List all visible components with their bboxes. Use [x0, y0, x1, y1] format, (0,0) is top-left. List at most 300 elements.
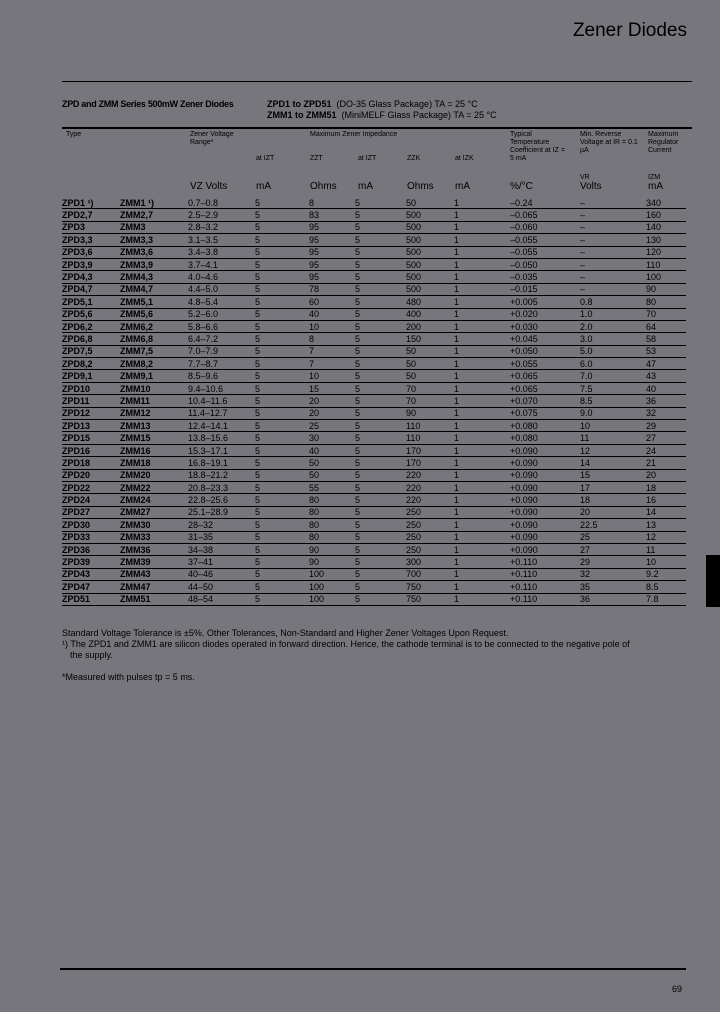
cell-tc: +0.050	[510, 345, 580, 357]
cell-vr: 7.5	[580, 382, 646, 394]
table-row	[62, 308, 686, 320]
cell-vr: 27	[580, 543, 646, 555]
cell-vr: 20	[580, 506, 646, 518]
cell-izk: 1	[454, 246, 510, 258]
cell-t1: ZPD3,6	[62, 246, 120, 258]
cell-izt2: 5	[355, 320, 406, 332]
table-row	[62, 531, 686, 543]
cell-zzk: 50	[406, 345, 454, 357]
cell-izt2: 5	[355, 568, 406, 580]
cell-t1: ZPD43	[62, 568, 120, 580]
cell-izt: 5	[255, 209, 309, 221]
cell-zzt: 80	[309, 494, 355, 506]
cell-izk: 1	[454, 320, 510, 332]
cell-t2: ZMM43	[120, 568, 188, 580]
table-row	[62, 581, 686, 593]
cell-tc: +0.090	[510, 457, 580, 469]
cell-vr: –	[580, 271, 646, 283]
cell-zzk: 500	[406, 246, 454, 258]
cell-vz: 5.8–6.6	[188, 320, 255, 332]
cell-izt: 5	[255, 519, 309, 531]
cell-zzk: 500	[406, 283, 454, 295]
cell-tc: +0.020	[510, 308, 580, 320]
cell-t2: ZMM3	[120, 221, 188, 233]
bottom-divider	[60, 968, 686, 970]
cell-izt2: 5	[355, 283, 406, 295]
cell-vr: 6.0	[580, 358, 646, 370]
cell-izt2: 5	[355, 197, 406, 209]
zmm-package: (MiniMELF Glass Package) TA = 25 °C	[341, 110, 497, 120]
cell-vr: 8.5	[580, 395, 646, 407]
series-heading	[62, 99, 497, 120]
cell-izm: 18	[646, 481, 686, 493]
cell-vz: 37–41	[188, 556, 255, 568]
cell-izt2: 5	[355, 296, 406, 308]
cell-t1: ZPD30	[62, 519, 120, 531]
cell-vz: 0.7–0.8	[188, 197, 255, 209]
table-row	[62, 506, 686, 518]
cell-t2: ZMM8,2	[120, 358, 188, 370]
cell-zzt: 10	[309, 370, 355, 382]
cell-vz: 3.7–4.1	[188, 258, 255, 270]
cell-t2: ZMM20	[120, 469, 188, 481]
cell-izm: 10	[646, 556, 686, 568]
cell-vz: 7.7–8.7	[188, 358, 255, 370]
cell-izt: 5	[255, 308, 309, 320]
cell-izm: 40	[646, 382, 686, 394]
cell-izm: 110	[646, 258, 686, 270]
cell-izt2: 5	[355, 395, 406, 407]
cell-vr: –	[580, 258, 646, 270]
cell-zzt: 78	[309, 283, 355, 295]
cell-vr: 36	[580, 593, 646, 605]
cell-zzk: 150	[406, 333, 454, 345]
table-row	[62, 556, 686, 568]
cell-izk: 1	[454, 209, 510, 221]
cell-zzt: 40	[309, 308, 355, 320]
cell-vr: –	[580, 234, 646, 246]
table-row	[62, 420, 686, 432]
cell-zzk: 250	[406, 531, 454, 543]
cell-vr: –	[580, 209, 646, 221]
cell-t2: ZMM4,3	[120, 271, 188, 283]
table-row	[62, 258, 686, 270]
cell-izt2: 5	[355, 382, 406, 394]
cell-zzk: 200	[406, 320, 454, 332]
cell-izt: 5	[255, 221, 309, 233]
cell-zzk: 170	[406, 457, 454, 469]
cell-t2: ZMM13	[120, 420, 188, 432]
cell-izk: 1	[454, 296, 510, 308]
cell-zzk: 500	[406, 209, 454, 221]
cell-izt2: 5	[355, 221, 406, 233]
cell-tc: –0.055	[510, 246, 580, 258]
cell-izt: 5	[255, 494, 309, 506]
cell-t2: ZMM9,1	[120, 370, 188, 382]
cell-vr: –	[580, 221, 646, 233]
cell-t1: ZPD6,2	[62, 320, 120, 332]
table-row	[62, 382, 686, 394]
cell-izt2: 5	[355, 358, 406, 370]
unit-zzk: Ohms	[407, 181, 434, 192]
unit-zzt: Ohms	[310, 181, 337, 192]
cell-tc: +0.090	[510, 543, 580, 555]
cell-izt: 5	[255, 370, 309, 382]
cell-izm: 8.5	[646, 581, 686, 593]
cell-zzt: 50	[309, 469, 355, 481]
cell-vz: 4.4–5.0	[188, 283, 255, 295]
cell-t2: ZMM6,2	[120, 320, 188, 332]
table-row	[62, 221, 686, 233]
cell-izt2: 5	[355, 444, 406, 456]
cell-tc: –0.050	[510, 258, 580, 270]
cell-tc: +0.005	[510, 296, 580, 308]
table-row	[62, 246, 686, 258]
cell-vz: 40–46	[188, 568, 255, 580]
cell-izm: 80	[646, 296, 686, 308]
unit-izm-symbol: IZM	[648, 174, 661, 181]
cell-t2: ZMM33	[120, 531, 188, 543]
table-row	[62, 568, 686, 580]
cell-izt2: 5	[355, 556, 406, 568]
cell-izk: 1	[454, 444, 510, 456]
cell-izt2: 5	[355, 519, 406, 531]
cell-izm: 43	[646, 370, 686, 382]
cell-tc: +0.090	[510, 506, 580, 518]
col-at-izk: at IZK	[455, 155, 474, 162]
cell-t1: ZPD12	[62, 407, 120, 419]
cell-izt2: 5	[355, 258, 406, 270]
cell-vz: 12.4–14.1	[188, 420, 255, 432]
cell-t1: ZPD8,2	[62, 358, 120, 370]
cell-vz: 20.8–23.3	[188, 481, 255, 493]
cell-vr: 9.0	[580, 407, 646, 419]
cell-izk: 1	[454, 258, 510, 270]
cell-t2: ZMM5,1	[120, 296, 188, 308]
table-row	[62, 481, 686, 493]
cell-zzk: 400	[406, 308, 454, 320]
table-row	[62, 296, 686, 308]
cell-izt: 5	[255, 469, 309, 481]
cell-izm: 13	[646, 519, 686, 531]
cell-t2: ZMM18	[120, 457, 188, 469]
cell-tc: +0.075	[510, 407, 580, 419]
cell-izm: 27	[646, 432, 686, 444]
cell-izt: 5	[255, 395, 309, 407]
cell-izt: 5	[255, 333, 309, 345]
cell-izm: 47	[646, 358, 686, 370]
cell-t2: ZMM2,7	[120, 209, 188, 221]
cell-vz: 18.8–21.2	[188, 469, 255, 481]
cell-t1: ZPD27	[62, 506, 120, 518]
cell-izk: 1	[454, 494, 510, 506]
cell-t1: ZPD15	[62, 432, 120, 444]
table-row	[62, 494, 686, 506]
cell-izt: 5	[255, 320, 309, 332]
cell-izt2: 5	[355, 531, 406, 543]
cell-izt2: 5	[355, 543, 406, 555]
cell-izt2: 5	[355, 234, 406, 246]
cell-vz: 2.5–2.9	[188, 209, 255, 221]
cell-izt: 5	[255, 258, 309, 270]
cell-izm: 160	[646, 209, 686, 221]
cell-zzk: 700	[406, 568, 454, 580]
cell-zzt: 90	[309, 556, 355, 568]
zpd-package: (DO-35 Glass Package) TA = 25 °C	[336, 99, 478, 109]
cell-vz: 7.0–7.9	[188, 345, 255, 357]
cell-izk: 1	[454, 457, 510, 469]
cell-tc: +0.090	[510, 444, 580, 456]
table-row	[62, 469, 686, 481]
cell-tc: –0.060	[510, 221, 580, 233]
cell-izk: 1	[454, 370, 510, 382]
cell-izm: 24	[646, 444, 686, 456]
top-divider	[62, 81, 692, 82]
cell-izk: 1	[454, 506, 510, 518]
col-vz: Zener Voltage Range*	[190, 131, 234, 146]
cell-zzt: 80	[309, 531, 355, 543]
page-number: 69	[671, 984, 682, 994]
col-izm: Maximum Regulator Current	[648, 131, 679, 154]
cell-t2: ZMM6,8	[120, 333, 188, 345]
cell-izt2: 5	[355, 469, 406, 481]
cell-zzk: 300	[406, 556, 454, 568]
cell-zzt: 95	[309, 271, 355, 283]
cell-izt: 5	[255, 271, 309, 283]
cell-t1: ZPD33	[62, 531, 120, 543]
cell-zzk: 50	[406, 197, 454, 209]
cell-izm: 53	[646, 345, 686, 357]
cell-izt: 5	[255, 234, 309, 246]
cell-izk: 1	[454, 519, 510, 531]
cell-t2: ZMM22	[120, 481, 188, 493]
cell-izk: 1	[454, 234, 510, 246]
cell-t2: ZMM30	[120, 519, 188, 531]
table-row	[62, 432, 686, 444]
cell-zzt: 8	[309, 333, 355, 345]
zener-table	[62, 197, 686, 606]
cell-zzk: 250	[406, 543, 454, 555]
cell-izm: 36	[646, 395, 686, 407]
cell-izk: 1	[454, 283, 510, 295]
cell-t1: ZPD10	[62, 382, 120, 394]
col-tc: Typical Temperature Coefficient at IZ = 5 mA	[510, 131, 565, 162]
cell-izt2: 5	[355, 420, 406, 432]
cell-izt: 5	[255, 444, 309, 456]
cell-t1: ZPD1 ¹)	[62, 197, 120, 209]
cell-vr: 29	[580, 556, 646, 568]
cell-zzt: 55	[309, 481, 355, 493]
cell-izt2: 5	[355, 407, 406, 419]
cell-t1: ZPD16	[62, 444, 120, 456]
cell-izk: 1	[454, 432, 510, 444]
cell-izm: 21	[646, 457, 686, 469]
cell-izk: 1	[454, 345, 510, 357]
cell-tc: +0.110	[510, 556, 580, 568]
cell-t1: ZPD20	[62, 469, 120, 481]
cell-izk: 1	[454, 469, 510, 481]
cell-zzt: 95	[309, 258, 355, 270]
table-row	[62, 234, 686, 246]
cell-vr: 14	[580, 457, 646, 469]
cell-zzk: 70	[406, 395, 454, 407]
cell-t2: ZMM5,6	[120, 308, 188, 320]
cell-izm: 340	[646, 197, 686, 209]
cell-izk: 1	[454, 308, 510, 320]
cell-t1: ZPD3,9	[62, 258, 120, 270]
table-row	[62, 395, 686, 407]
cell-t2: ZMM3,9	[120, 258, 188, 270]
footnote-1: ¹) The ZPD1 and ZMM1 are silicon diodes operated in forward direction. Hence, the cathode terminal is to be connected to the negative pole of	[62, 639, 630, 649]
cell-izt2: 5	[355, 333, 406, 345]
cell-zzk: 750	[406, 581, 454, 593]
cell-vz: 48–54	[188, 593, 255, 605]
cell-zzk: 250	[406, 506, 454, 518]
cell-izt2: 5	[355, 246, 406, 258]
cell-izt: 5	[255, 543, 309, 555]
cell-tc: –0.055	[510, 234, 580, 246]
cell-t2: ZMM1 ¹)	[120, 197, 188, 209]
cell-vz: 31–35	[188, 531, 255, 543]
cell-t1: ZPD36	[62, 543, 120, 555]
cell-zzt: 95	[309, 246, 355, 258]
cell-zzt: 60	[309, 296, 355, 308]
cell-vz: 15.3–17.1	[188, 444, 255, 456]
cell-izt2: 5	[355, 506, 406, 518]
col-impedance: Maximum Zener Impedance	[310, 131, 398, 138]
cell-t2: ZMM27	[120, 506, 188, 518]
cell-t1: ZPD22	[62, 481, 120, 493]
cell-zzk: 250	[406, 519, 454, 531]
cell-zzt: 7	[309, 358, 355, 370]
cell-vr: 18	[580, 494, 646, 506]
col-at-izt: at IZT	[256, 155, 275, 162]
cell-t2: ZMM51	[120, 593, 188, 605]
cell-izt: 5	[255, 481, 309, 493]
cell-t1: ZPD2,7	[62, 209, 120, 221]
cell-vz: 25.1–28.9	[188, 506, 255, 518]
cell-vz: 28–32	[188, 519, 255, 531]
cell-t2: ZMM39	[120, 556, 188, 568]
cell-zzk: 500	[406, 221, 454, 233]
col-zzt: ZZT	[310, 155, 323, 162]
cell-tc: –0.24	[510, 197, 580, 209]
cell-izt: 5	[255, 531, 309, 543]
cell-izt: 5	[255, 506, 309, 518]
cell-izt: 5	[255, 457, 309, 469]
cell-vz: 13.8–15.6	[188, 432, 255, 444]
cell-vz: 8.5–9.6	[188, 370, 255, 382]
table-row	[62, 457, 686, 469]
cell-t1: ZPD4,3	[62, 271, 120, 283]
table-row	[62, 333, 686, 345]
cell-vr: –	[580, 283, 646, 295]
cell-t2: ZMM10	[120, 382, 188, 394]
cell-zzt: 80	[309, 506, 355, 518]
cell-zzk: 220	[406, 494, 454, 506]
cell-izt2: 5	[355, 494, 406, 506]
cell-vz: 11.4–12.7	[188, 407, 255, 419]
cell-vr: 10	[580, 420, 646, 432]
table-row	[62, 345, 686, 357]
cell-vr: 12	[580, 444, 646, 456]
table-row	[62, 358, 686, 370]
cell-tc: +0.090	[510, 494, 580, 506]
cell-zzt: 80	[309, 519, 355, 531]
cell-izt: 5	[255, 581, 309, 593]
cell-t1: ZPD5,1	[62, 296, 120, 308]
cell-zzk: 220	[406, 469, 454, 481]
cell-tc: –0.035	[510, 271, 580, 283]
cell-t2: ZMM3,6	[120, 246, 188, 258]
cell-vz: 4.0–4.6	[188, 271, 255, 283]
tolerance-note: Standard Voltage Tolerance is ±5%. Other Tolerances, Non-Standard and Higher Zener Voltages Upon Request.	[62, 628, 509, 638]
cell-izt: 5	[255, 407, 309, 419]
unit-izt: mA	[256, 181, 271, 192]
table-row	[62, 407, 686, 419]
unit-izk: mA	[455, 181, 470, 192]
table-row	[62, 593, 686, 605]
cell-vr: –	[580, 246, 646, 258]
cell-t1: ZPD3,3	[62, 234, 120, 246]
cell-izk: 1	[454, 581, 510, 593]
cell-izm: 9.2	[646, 568, 686, 580]
cell-vr: 15	[580, 469, 646, 481]
cell-izk: 1	[454, 333, 510, 345]
cell-vr: 35	[580, 581, 646, 593]
table-row	[62, 370, 686, 382]
footnote-1-cont: the supply.	[70, 650, 113, 660]
cell-zzk: 500	[406, 258, 454, 270]
cell-t2: ZMM4,7	[120, 283, 188, 295]
cell-t1: ZPD6,8	[62, 333, 120, 345]
cell-tc: +0.110	[510, 581, 580, 593]
cell-t1: ZPD51	[62, 593, 120, 605]
unit-izm: mA	[648, 181, 663, 192]
cell-vz: 9.4–10.6	[188, 382, 255, 394]
cell-izt2: 5	[355, 581, 406, 593]
cell-izm: 70	[646, 308, 686, 320]
cell-izm: 12	[646, 531, 686, 543]
cell-zzk: 110	[406, 420, 454, 432]
cell-izk: 1	[454, 271, 510, 283]
cell-vr: 32	[580, 568, 646, 580]
cell-t2: ZMM11	[120, 395, 188, 407]
cell-t1: ZPD3	[62, 221, 120, 233]
cell-zzk: 110	[406, 432, 454, 444]
cell-vz: 22.8–25.6	[188, 494, 255, 506]
cell-vz: 3.1–3.5	[188, 234, 255, 246]
cell-vz: 44–50	[188, 581, 255, 593]
unit-vr: Volts	[580, 181, 602, 192]
cell-vr: 5.0	[580, 345, 646, 357]
cell-izt: 5	[255, 556, 309, 568]
cell-tc: +0.065	[510, 382, 580, 394]
cell-t2: ZMM47	[120, 581, 188, 593]
cell-t1: ZPD11	[62, 395, 120, 407]
cell-izm: 32	[646, 407, 686, 419]
cell-vz: 34–38	[188, 543, 255, 555]
cell-izt2: 5	[355, 457, 406, 469]
cell-zzt: 95	[309, 221, 355, 233]
cell-izk: 1	[454, 395, 510, 407]
cell-izk: 1	[454, 556, 510, 568]
cell-zzk: 220	[406, 481, 454, 493]
cell-izm: 100	[646, 271, 686, 283]
cell-izt: 5	[255, 246, 309, 258]
cell-izm: 7.8	[646, 593, 686, 605]
cell-tc: +0.080	[510, 420, 580, 432]
